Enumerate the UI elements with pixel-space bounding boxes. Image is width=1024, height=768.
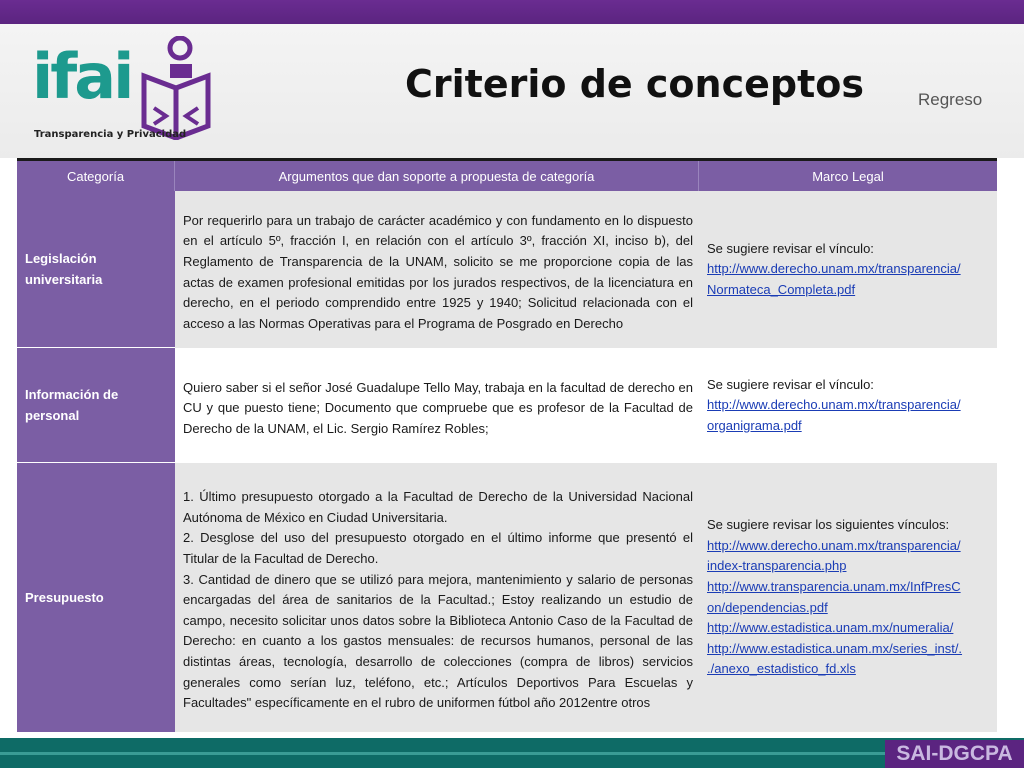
column-header-arguments: Argumentos que dan soporte a propuesta de categoría	[175, 161, 699, 191]
legal-intro: Se sugiere revisar el vínculo:	[707, 240, 874, 256]
argument-text: 3. Cantidad de dinero que se utilizó para mejora, mantenimiento y salario de personas encargadas del área de sanitarios de la Facultad.; Estoy realizando un estudio de campo, necesito solicitar unos datos sobre la Biblioteca Antonio Caso de la Facultad de Derecho: en cuanto a los gastos mensuales: de recursos humanos, personal de las distintas áreas, tecnología, desarrollo de colecciones (compra de libros) servicios generales como serían luz, teléfono, etc.; Artículos Deportivos Para Escuelas y Facultades" específicamente en el rubro de uniformen fútbol año 2012entre otros	[183, 571, 693, 711]
back-link[interactable]: Regreso	[918, 90, 983, 109]
column-header-category: Categoría	[17, 161, 175, 191]
category-label: Información de personal	[25, 387, 119, 423]
top-bar	[0, 0, 1024, 24]
legal-cell	[699, 463, 997, 732]
argument-text: 1. Último presupuesto otorgado a la Facultad de Derecho de la Universidad Nacional Autónoma de México en Ciudad Universitaria.	[183, 489, 693, 525]
legal-link[interactable]: organigrama.pdf	[707, 417, 802, 433]
arguments-cell	[175, 463, 699, 732]
arguments-cell	[175, 191, 699, 348]
legal-link[interactable]: http://www.transparencia.unam.mx/InfPresC	[707, 578, 961, 594]
page-title: Criterio de conceptos	[405, 62, 864, 106]
legal-cell	[699, 191, 997, 348]
argument-text: Quiero saber si el señor José Guadalupe Tello May, trabaja en la facultad de derecho en CU y que puesto tiene; Documento que compruebe que es profesor de la Facultad de Derecho de la UNAM, el Lic. Sergio Ramírez Robles;	[183, 379, 693, 436]
legal-link[interactable]: http://www.derecho.unam.mx/transparencia/	[707, 537, 961, 553]
legal-link[interactable]: on/dependencias.pdf	[707, 599, 828, 615]
logo-subtitle: Transparencia y Privacidad	[34, 129, 187, 140]
argument-text: Por requerirlo para un trabajo de carácter académico y con fundamento en lo dispuesto en el artículo 5º, fracción I, en relación con el artículo 3º, fracción XI, inciso b), del Reglamento de Transparencia de la UNAM, solicito se me proporcione copia de las actas de examen profesional emitidas por los jurados respectivos, de la licenciatura en derecho, en el periodo comprendido entre 1925 y 1940; Solicitud relacionada con el acceso a las Normas Operativas para el Programa de Posgrado en Derecho	[183, 212, 693, 331]
criteria-table	[17, 158, 997, 732]
category-cell	[17, 191, 175, 348]
book-person-icon	[140, 36, 212, 140]
category-label: Legislación universitaria	[25, 251, 103, 287]
category-cell	[17, 348, 175, 463]
legal-link[interactable]: http://www.derecho.unam.mx/transparencia/	[707, 397, 961, 413]
logo-word: ifai	[32, 40, 132, 113]
argument-text: 2. Desglose del uso del presupuesto otorgado en el último informe que presentó el Titular de la Facultad de Derecho.	[183, 530, 693, 567]
legal-link[interactable]: http://www.estadistica.unam.mx/series_inst/.	[707, 640, 963, 656]
legal-intro: Se sugiere revisar los siguientes vínculos:	[707, 517, 950, 533]
ifai-logo	[30, 36, 220, 146]
legal-link[interactable]: http://www.estadistica.unam.mx/numeralia/	[707, 620, 954, 636]
arguments-cell	[175, 348, 699, 463]
footer-tag: SAI-DGCPA	[885, 740, 1024, 768]
category-label: Presupuesto	[25, 590, 104, 605]
legal-link[interactable]: ./anexo_estadistico_fd.xls	[707, 661, 856, 677]
legal-intro: Se sugiere revisar el vínculo:	[707, 376, 874, 392]
footer-stripe	[0, 752, 1024, 755]
legal-link[interactable]: index-transparencia.php	[707, 558, 847, 574]
legal-link[interactable]: http://www.derecho.unam.mx/transparencia/	[707, 261, 961, 277]
legal-cell	[699, 348, 997, 463]
category-cell	[17, 463, 175, 732]
column-header-legal: Marco Legal	[699, 161, 997, 191]
legal-link[interactable]: Normateca_Completa.pdf	[707, 281, 856, 297]
